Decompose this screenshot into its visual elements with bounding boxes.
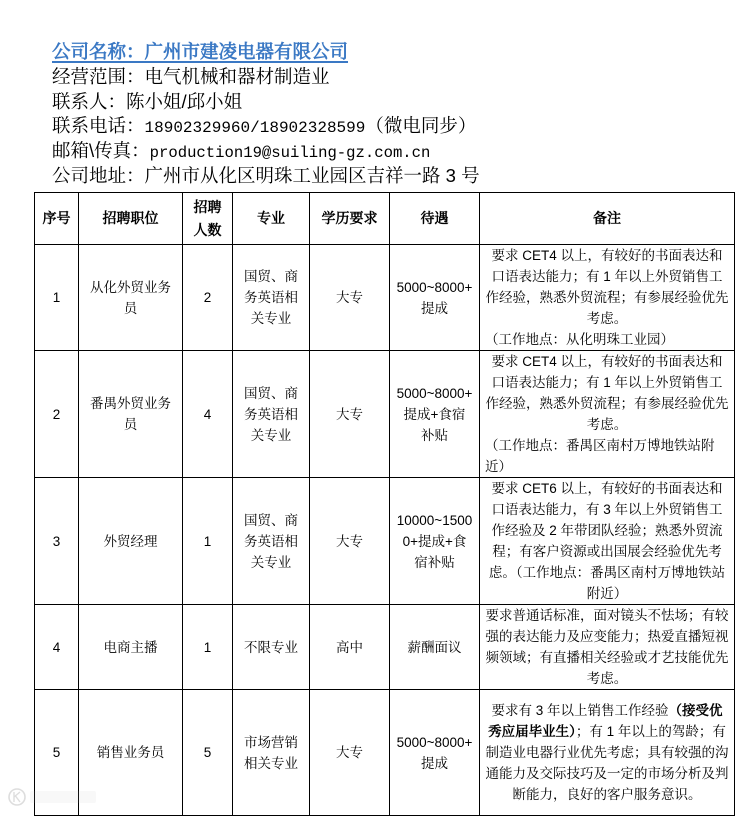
table-row [35,605,735,690]
phone-note: （微电同步） [365,115,477,137]
cell-position: 番禺外贸业务员 [79,351,183,478]
header-position: 招聘职位 [79,193,183,245]
remark-text-after: ；有 1 年以上的驾龄；有制造业电器行业优先考虑；具有较强的沟通能力及交际技巧及一定的市场分析及判断能力，良好的客户服务意识。 [485,724,729,802]
cell-position: 外贸经理 [79,478,183,605]
cell-count: 2 [183,245,233,351]
company-address: 公司地址：广州市从化区明珠工业园区吉祥一路 3 号 [52,164,480,186]
contact-phone [52,114,480,139]
header-count: 招聘人数 [183,193,233,245]
cell-remark [480,605,735,690]
remark-text: 要求 CET4 以上，有较好的书面表达和口语表达能力；有 1 年以上外贸销售工作经验，熟悉外贸流程；有参展经验优先考虑。 [485,248,729,326]
remark-text: 要求 CET6 以上，有较好的书面表达和口语表达能力，有 3 年以上外贸销售工作经验及 2 年带团队经验；熟悉外贸流程；有客户资源或出国展会经验优先考虑。 [488,481,723,580]
email-fax [52,139,480,164]
cell-remark [480,690,735,816]
header-remark: 备注 [480,193,735,245]
cell-major: 国贸、商务英语相关专业 [233,245,310,351]
cell-remark [480,478,735,605]
table-row [35,478,735,605]
cell-major: 市场营销相关专业 [233,690,310,816]
company-name: 公司名称：广州市建凌电器有限公司 [52,41,349,62]
work-location: （工作地点：番禺区南村万博地铁站附近） [515,565,726,601]
cell-remark [480,351,735,478]
cell-education: 大专 [310,690,390,816]
email-address: production19@suiling-gz.com.cn [149,144,431,163]
contact-person: 联系人：陈小姐/邱小姐 [52,90,243,112]
cell-major: 国贸、商务英语相关专业 [233,351,310,478]
cell-major: 国贸、商务英语相关专业 [233,478,310,605]
business-scope: 经营范围：电气机械和器材制造业 [52,65,330,87]
cell-salary: 5000~8000+ 提成 [390,245,480,351]
cell-count: 5 [183,690,233,816]
cell-salary: 10000~1500 0+提成+食 宿补贴 [390,478,480,605]
job-table [34,192,735,816]
work-location: （工作地点：从化明珠工业园） [485,332,674,347]
cell-remark [480,245,735,351]
cell-education: 高中 [310,605,390,690]
cell-count: 1 [183,605,233,690]
email-label: 邮箱\传真： [52,140,150,162]
work-location: （工作地点：番禺区南村万博地铁站附近） [485,438,715,474]
cell-education: 大专 [310,245,390,351]
cell-no: 1 [35,245,79,351]
cell-salary: 5000~8000+ 提成 [390,690,480,816]
cell-no: 3 [35,478,79,605]
cell-education: 大专 [310,351,390,478]
table-row [35,690,735,816]
phone-numbers: 18902329960/18902328599 [144,119,366,138]
phone-label: 联系电话： [52,115,145,137]
cell-position: 电商主播 [79,605,183,690]
cell-major: 不限专业 [233,605,310,690]
cell-salary: 5000~8000+ 提成+食宿 补贴 [390,351,480,478]
cell-position: 销售业务员 [79,690,183,816]
cell-no: 4 [35,605,79,690]
header-salary: 待遇 [390,193,480,245]
cell-position: 从化外贸业务员 [79,245,183,351]
table-row [35,245,735,351]
header-major: 专业 [233,193,310,245]
header-no: 序号 [35,193,79,245]
cell-salary: 薪酬面议 [390,605,480,690]
cell-no: 5 [35,690,79,816]
company-info [52,40,480,189]
cell-education: 大专 [310,478,390,605]
table-row [35,351,735,478]
remark-text: 要求 CET4 以上，有较好的书面表达和口语表达能力；有 1 年以上外贸销售工作经验，熟悉外贸流程；有参展经验优先考虑。 [485,354,729,432]
header-education: 学历要求 [310,193,390,245]
cell-count: 1 [183,478,233,605]
remark-text: 要求普通话标准，面对镜头不怯场；有较强的表达能力及应变能力；热爱直播短视频领域；有直播相关经验或才艺技能优先考虑。 [485,608,729,686]
remark-bold-text: （接受优秀应届毕业生） [488,703,723,739]
remark-text: 要求有 3 年以上销售工作经验 [491,703,669,718]
table-header-row [35,193,735,245]
cell-no: 2 [35,351,79,478]
cell-count: 4 [183,351,233,478]
